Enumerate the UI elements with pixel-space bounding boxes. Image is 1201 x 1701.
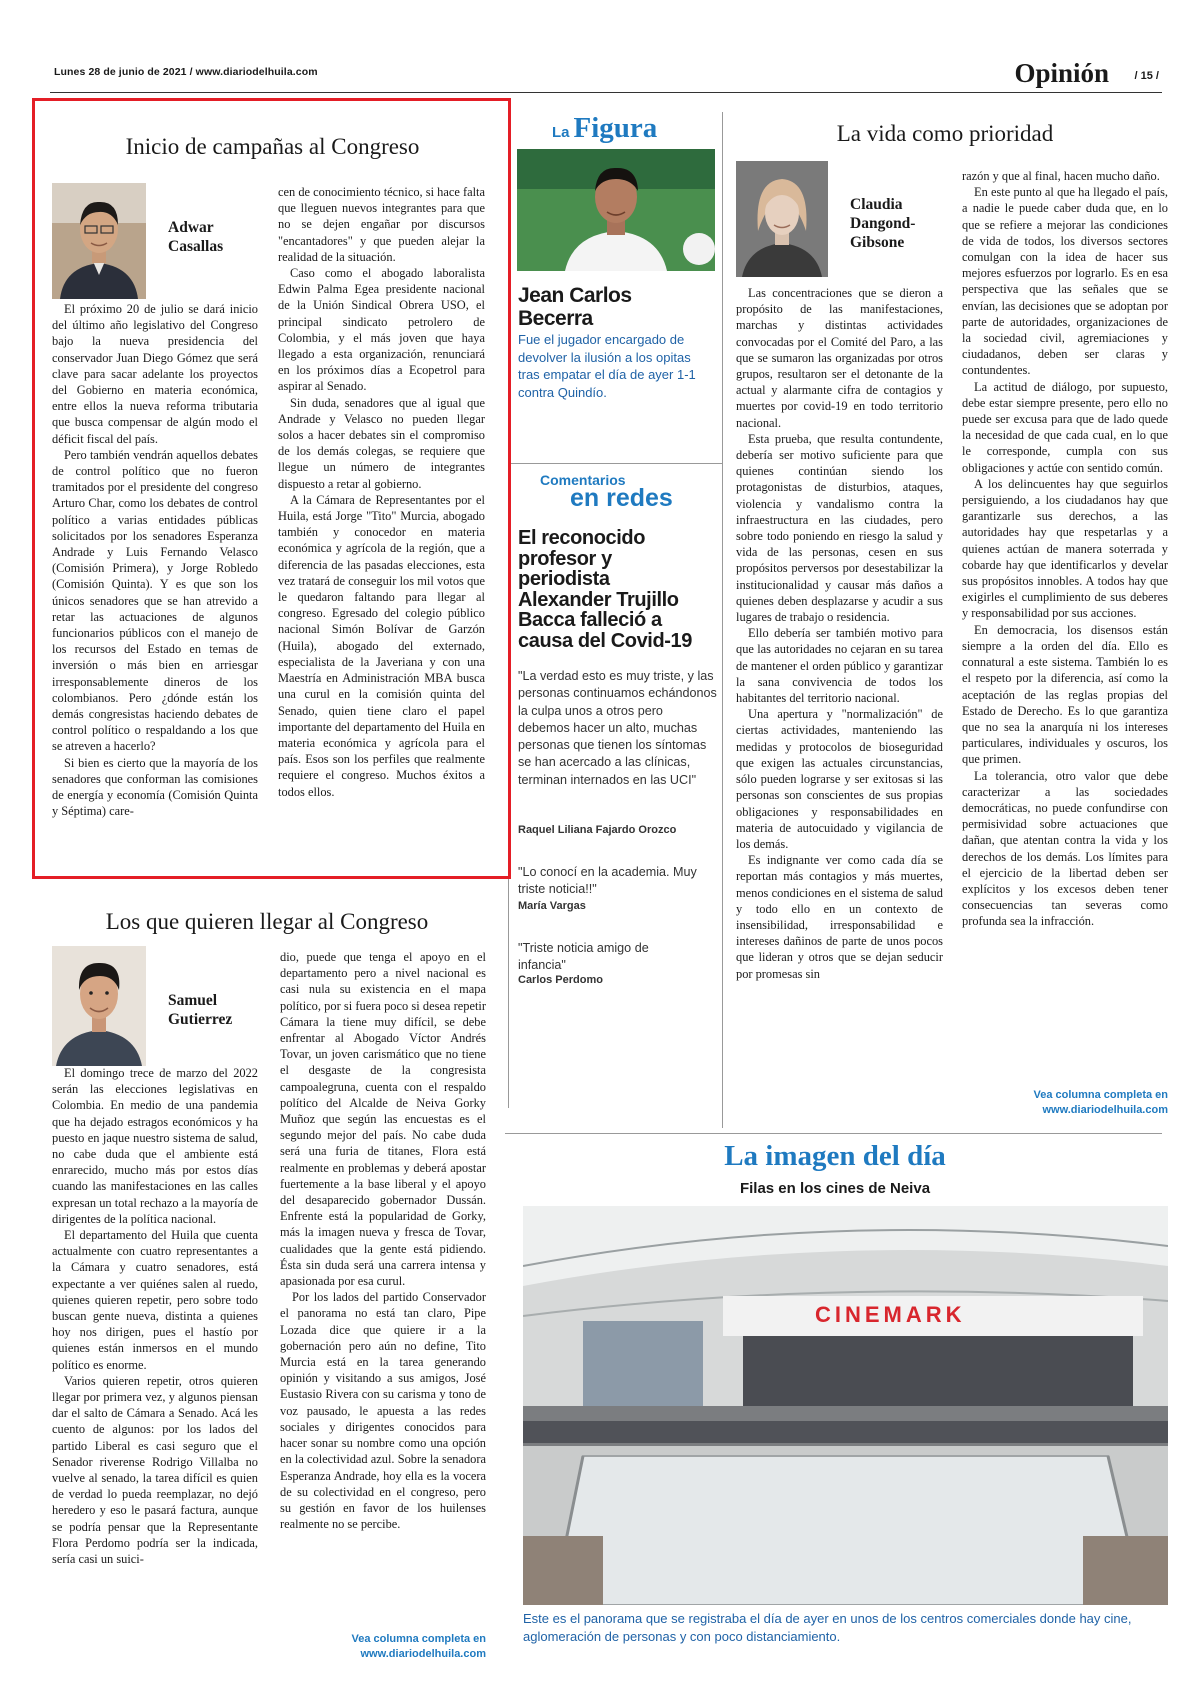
paragraph: El próximo 20 de julio se dará inicio del último año legislativo del Congreso bajo la nueva presidencia del conservador Juan Diego Gómez que será clave para sacar adelante los proyectos del Gobierno en materia económica, entre ellos la nueva reforma tributaria que busca compensar de algún modo el déficit fiscal del país.	[52, 302, 258, 446]
paragraph: El departamento del Huila que cuenta actualmente con cuatro representantes a la Cámara y cuatro senadores, está expectante a ver quiénes salen al ruedo, quienes quieren repetir, pero sobre todo buscan gente nueva, distinta a quienes hoy nos dirigen, pues el hastío por quienes están inmersos en el mundo político es enorme.	[52, 1228, 258, 1372]
paragraph: Ello debería ser también motivo para que las autoridades no cejaran en su tarea de mantener el orden público y garantizar la sana convivencia de todos los habitantes del territorio nacional.	[736, 626, 943, 706]
article-column	[962, 168, 1168, 1083]
comment-text: "Triste noticia amigo de infancia"	[518, 941, 649, 973]
article-column	[736, 285, 943, 1120]
author-name: Claudia Dangond- Gibsone	[850, 196, 916, 251]
player-photo	[517, 149, 715, 271]
player-portrait-icon	[517, 149, 715, 271]
paragraph: Si bien es cierto que la mayoría de los senadores que conforman las comisiones de energía y economía (Comisión Quinta y Séptima) care-	[52, 755, 258, 819]
comment-author: Raquel Liliana Fajardo Orozco	[518, 824, 677, 836]
comment-text: "La verdad esto es muy triste, y las personas continuamos echándonos la culpa unos a otros pero debemos hacer un alto, muchas personas que tienen los síntomas se han acercado a las clínicas, terminan internados en las UCI"	[518, 669, 717, 787]
paragraph: Pero también vendrán aquellos debates de control político que no fueron tramitados por el presidente del congreso Arturo Char, como los debates de control político a varias entidades públicas solicitados por los senadores Esperanza Andrade y Luis Fernando Velasco (Comisión Primera), y Jorge Robledo (Comisión Quinta). Y es que son los únicos senadores que se han atrevido a retar las actuaciones de algunos funcionarios públicos con el manejo de los recursos del Estado en temas de inversión o más bien en arriesgar irresponsablemente dineros de los colombianos. Pero ¿dónde están los demás congresistas haciendo debates de control político o respaldando a los que se atreven a hacerlo?	[52, 447, 258, 754]
comment-text: "Lo conocí en la academia. Muy triste noticia!!"	[518, 865, 697, 897]
column-divider	[722, 112, 723, 1128]
author-name: Adwar Casallas	[168, 219, 224, 255]
photo-of-the-day	[523, 1206, 1168, 1605]
paragraph: Esta prueba, que resulta contundente, debería ser motivo suficiente para que quienes continúan siendo los protagonistas de disturbios, ataques, violencia y vandalismo contra la infraestructura en las ciudades, pero sobre todo poniendo en riesgo la salud y vida de las personas, cesen en sus propósitos perversos por desestabilizar la institucionalidad y causar más daños a quienes deben desplazarse y acudir a sus lugares de trabajo o residencia.	[736, 431, 943, 625]
paragraph: Una apertura y "normalización" de ciertas actividades, manteniendo las medidas y protocolos de bioseguridad que exigen las actuales circunstancias, sólo pueden lograrse y ser exitosas si las personas son conscientes de sus propias obligaciones y responsabilidades en materia de autocuidado y vigilancia de los demás.	[736, 707, 943, 851]
paragraph: cen de conocimiento técnico, si hace falta que lleguen nuevos integrantes para que no se dejen engañar por discursos "encantadores" y que pueden alejar la realidad de la situación.	[278, 185, 485, 264]
paragraph: Varios quieren repetir, otros quieren llegar por primera vez, y algunos piensan dar el salto de Cámara a Senado. Acá les cuento de algunos: por los lados del partido Liberal es casi seguro que el Senador riverense Rodrigo Villalba no vuelve al senado, la tarea difícil es quien de verdad lo pueda reemplazar, no dejó heredero y eso le pasará factura, aunque se podría pensar que la Representante Flora Perdomo podría ser la indicada, sería casi un suici-	[52, 1373, 258, 1567]
paragraph: El domingo trece de marzo del 2022 serán las elecciones legislativas en Colombia. En medio de una pandemia que ha dejado estragos económicos y ha puesto en jaque nuestro sistema de salud, no cabe duda que el ambiente está enrarecido, mucho más por estos días cuando las manifestaciones en las calles expresan un total rechazo a la mayoría de dirigentes de la política nacional.	[52, 1066, 258, 1226]
page-number: / 15 /	[1134, 70, 1159, 82]
cinema-sign: CINEMARK	[815, 1302, 966, 1327]
image-section-title: La imagen del día	[724, 1140, 946, 1172]
paragraph: dio, puede que tenga el apoyo en el departamento pero a nivel nacional es casi nula su existencia en el mapa político, por si fuera poco si desea repetir Cámara la tiene muy difícil, se debe enfrentar al Abogado Víctor Andrés Tovar, un joven carismático que no tiene el desgaste de la congresista campoalegruna, cuenta con el respaldo político del Alcalde de Neiva Gorky Muñoz que según las encuestas es el segundo mejor del país. No cabe duda será una furia de titanes, Flora está realmente en problemas y deberá apostar fuertemente a la base liberal y el apoyo del desaparecido gobernador Dussán. Enfrente está la popularidad de Gorky, más la imagen nueva y fresca de Tovar, cualidades que la gente está pidiendo. Ésta sin duda será una carrera intensa y apasionada por esa curul.	[280, 950, 486, 1289]
cinema-lobby-photo-icon	[523, 1206, 1168, 1605]
paragraph: A la Cámara de Representantes por el Huila, está Jorge "Tito" Murcia, abogado también y conocedor en materia económica y agrícola de la región, que a diferencia de las pasadas elecciones, esta vez tratará de conseguir los mil votos que le quedaron faltando para llegar al congreso. Egresado del colegio público nacional Simón Bolívar de Garzón (Huila), abogado del externado, especialista de la Javeriana y con una Maestría en Administración MBA busca una curul en la comisión quinta del Senado, quien tiene claro el papel importante del departamento del Huila en materia económica y agrícola para el país. Esos son los perfiles que realmente requiere el congreso. Muchos éxitos a todos ellos.	[278, 492, 485, 799]
paragraph: En este punto al que ha llegado el país, a nadie le puede caber duda que, en lo que se refiere a mejorar las condiciones de vida de todos, los diversos sectores comulgan con la idea de hacer sus mejores esfuerzos por lograrlo. Es en esa perspectiva que las señales que se envían, las decisiones que se adoptan por parte de autoridades, organizaciones de la sociedad civil, agremiaciones y ciudadanos, deben ser claras y contundentes.	[962, 185, 1168, 378]
issue-date: Lunes 28 de junio de 2021 / www.diariodelhuila.com	[54, 66, 318, 78]
photo-caption: Este es el panorama que se registraba el día de ayer en unos de los centros comerciales donde hay cine, aglomeración de personas y con poco distanciamiento.	[523, 1611, 1132, 1644]
news-headline: El reconocido profesor y periodista Alexander Trujillo Bacca falleció a causa del Covid-19	[518, 527, 692, 652]
article-title: Inicio de campañas al Congreso	[125, 134, 420, 159]
paragraph: Las concentraciones que se dieron a propósito de las manifestaciones, marchas y distintas actividades convocadas por el Comité del Paro, a las que se sumaron las organizadas por otros grupos, resultaron ser el detonante de la actual y alarmante cifra de contagios y muertes por covid-19 en todo territorio nacional.	[736, 286, 943, 430]
author-photo	[52, 946, 146, 1066]
article-column	[280, 949, 486, 1621]
paragraph: En democracia, los disensos están siempre a la orden del día. Ello es connatural a este sistema. También lo es el respeto por la diferencia, así como la aceptación de las reglas propias del Estado de Derecho. Es lo que garantiza que no sea la anarquía ni los intereses particulares, individuales y oscuros, los que primen.	[962, 622, 1168, 767]
paragraph: Por los lados del partido Conservador el panorama no está tan claro, Pipe Lozada dice que quiere ir a la gobernación pero aún no define, Tito Murcia está en la tarea generando opinión y visitando a sus amigos, José Eustasio Rivera con su carisma y tono de voz pausado, le apuesta a las redes sociales y dirigentes conocidos para hacer sonar su nombre como una opción en la colectividad azul. Sobre la senadora Esperanza Andrade, hoy ella es la vocera de su colectividad en el congreso, pero su gestión en favor de los huilenses realmente no se percibe.	[280, 1290, 486, 1532]
player-description: Fue el jugador encargado de devolver la ilusión a los opitas tras empatar el día de ayer 1-1 contra Quindío.	[518, 332, 696, 400]
author-portrait-icon	[52, 946, 146, 1066]
redes-label-small: Comentarios	[540, 472, 626, 488]
author-photo	[52, 183, 146, 299]
image-subtitle: Filas en los cines de Neiva	[739, 1180, 931, 1197]
header-rule	[50, 92, 1162, 93]
read-more-link[interactable]: Vea columna completa en www.diariodelhuila.com	[351, 1633, 486, 1660]
comment-author: Carlos Perdomo	[518, 974, 603, 986]
paragraph: La tolerancia, otro valor que debe caracterizar a las sociedades democráticas, no puede confundirse con permisividad sobre actuaciones que dañan, que atentan contra la vida y los derechos de los demás. Los límites para el ejercicio de la libertad deben ser explícitos y los excesos deben tener consecuencias tan severas como profunda sea la infracción.	[962, 768, 1168, 929]
author-portrait-icon	[736, 161, 828, 277]
paragraph: La actitud de diálogo, por supuesto, debe estar siempre presente, pero ello no puede ser excusa para que de lado quede la necesidad de que cada cual, en lo que le corresponde, cumpla con sus obligaciones y actúe con sentido común.	[962, 379, 1168, 475]
paragraph: A los delincuentes hay que seguirlos persiguiendo, a los ciudadanos hay que garantizarle sus derechos, a las autoridades hay que respetarlas y a quienes actúan de manera soterrada y cobarde hay que identificarlos y develar sus propósitos innobles. A todos hay que exigirles el cumplimiento de sus deberes y responsabilidad por sus acciones.	[962, 476, 1168, 621]
section-title: Opinión	[1014, 58, 1109, 88]
player-name: Jean Carlos Becerra	[518, 284, 632, 330]
author-portrait-icon	[52, 183, 146, 299]
article-title: La vida como prioridad	[836, 121, 1054, 146]
author-name: Samuel Gutierrez	[168, 992, 233, 1028]
section-divider	[510, 463, 722, 464]
comment-author: María Vargas	[518, 900, 586, 912]
article-column	[278, 184, 485, 867]
redes-label-big: en redes	[570, 484, 673, 512]
article-column	[52, 1065, 258, 1668]
paragraph: Caso como el abogado laboralista Edwin Palma Egea presidente nacional de la Unión Sindical Obrera USO, el principal sindicato petrolero de Colombia, y el más joven que haya llegado a esta organización, renunciará en los próximos días a Ecopetrol para aspirar al Senado.	[278, 266, 485, 394]
figura-label: La Figura	[552, 112, 658, 144]
paragraph: razón y que al final, hacen mucho daño.	[962, 169, 1160, 183]
read-more-link[interactable]: Vea columna completa en www.diariodelhuila.com	[1033, 1089, 1168, 1116]
paragraph: Sin duda, senadores que al igual que Andrade y Velasco no pueden llegar solos a hacer debates sin el compromiso de los demás colegas, se requiere que llegue un número de integrantes dispuesto a retar al gobierno.	[278, 395, 485, 491]
section-divider	[505, 1133, 1162, 1134]
article-title: Los que quieren llegar al Congreso	[105, 909, 429, 934]
article-column	[52, 301, 258, 867]
author-photo	[736, 161, 828, 277]
paragraph: Es indignante ver como cada día se reportan más contagios y más muertes, menos condiciones en el sistema de salud y todo ello en un contexto de insensibilidad, irresponsabilidad e intereses dañinos de parte de unos pocos que lideran y otros que se dejan seducir por promesas sin	[736, 853, 943, 981]
